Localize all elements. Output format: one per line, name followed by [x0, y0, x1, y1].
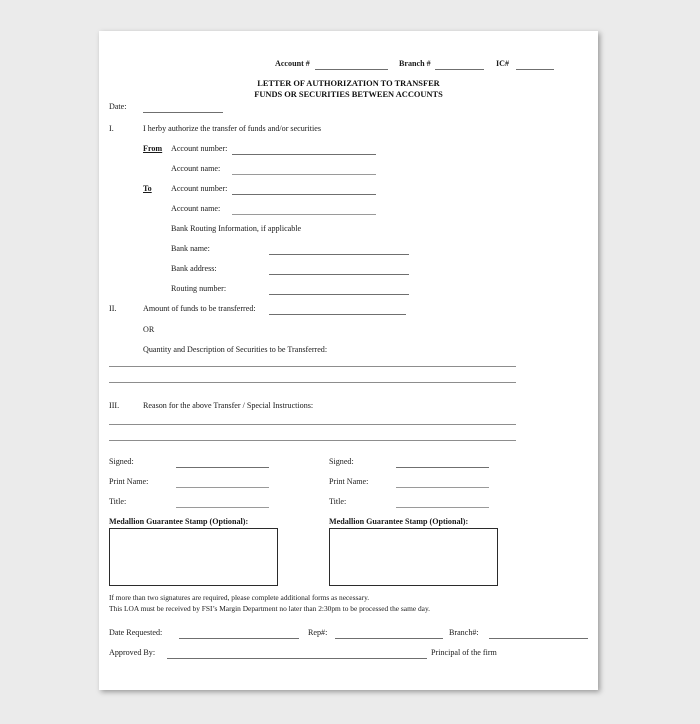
section-three-numeral: III. [109, 401, 120, 410]
branch-number-blank[interactable] [435, 69, 484, 70]
securities-description-blank-2[interactable] [109, 382, 516, 383]
to-label: To [143, 184, 152, 193]
title-label-left: Title: [109, 497, 127, 506]
date-label: Date: [109, 102, 127, 111]
page-title [99, 78, 598, 101]
print-name-label-left: Print Name: [109, 477, 149, 486]
title-blank-left[interactable] [176, 507, 269, 508]
page-title-line-1: LETTER OF AUTHORIZATION TO TRANSFER [257, 79, 440, 88]
reason-blank-1[interactable] [109, 424, 516, 425]
quantity-description-label: Quantity and Description of Securities to be Transferred: [143, 345, 328, 354]
document-page [99, 31, 598, 690]
section-two-numeral: II. [109, 304, 117, 313]
from-account-name-blank[interactable] [232, 174, 376, 175]
signed-blank-right[interactable] [396, 467, 489, 468]
medallion-stamp-label-left: Medallion Guarantee Stamp (Optional): [109, 517, 249, 526]
bank-address-label: Bank address: [171, 264, 217, 273]
title-label-right: Title: [329, 497, 347, 506]
section-one-statement: I herby authorize the transfer of funds and/or securities [143, 124, 321, 133]
approved-by-label: Approved By: [109, 648, 156, 657]
signed-blank-left[interactable] [176, 467, 269, 468]
date-requested-blank[interactable] [179, 638, 299, 639]
to-account-name-blank[interactable] [232, 214, 376, 215]
medallion-stamp-box-left[interactable] [109, 528, 278, 586]
from-account-name-label: Account name: [171, 164, 221, 173]
rep-number-label: Rep#: [308, 628, 328, 637]
amount-of-funds-label: Amount of funds to be transferred: [143, 304, 256, 313]
footer-note-line-2: This LOA must be received by FSI’s Margin Department no later than 2:30pm to be processed the same day. [109, 604, 431, 613]
footer-note-line-1: If more than two signatures are required, please complete additional forms as necessary. [109, 593, 370, 602]
section-one-numeral: I. [109, 124, 114, 133]
from-account-number-blank[interactable] [232, 154, 376, 155]
print-name-blank-left[interactable] [176, 487, 269, 488]
to-account-name-label: Account name: [171, 204, 221, 213]
page-title-line-2: FUNDS OR SECURITIES BETWEEN ACCOUNTS [254, 90, 443, 100]
routing-number-blank[interactable] [269, 294, 409, 295]
rep-number-blank[interactable] [335, 638, 443, 639]
title-blank-right[interactable] [396, 507, 489, 508]
reason-blank-2[interactable] [109, 440, 516, 441]
to-account-number-blank[interactable] [232, 194, 376, 195]
date-blank[interactable] [143, 112, 223, 113]
medallion-stamp-label-right: Medallion Guarantee Stamp (Optional): [329, 517, 469, 526]
principal-of-the-firm-label: Principal of the firm [431, 648, 497, 657]
signed-label-right: Signed: [329, 457, 354, 466]
branch-number-approval-label: Branch#: [449, 628, 479, 637]
from-label: From [143, 144, 163, 153]
account-number-label: Account # [275, 59, 310, 68]
branch-number-label: Branch # [399, 59, 431, 68]
branch-number-approval-blank[interactable] [489, 638, 588, 639]
amount-of-funds-blank[interactable] [269, 314, 406, 315]
routing-number-label: Routing number: [171, 284, 227, 293]
medallion-stamp-box-right[interactable] [329, 528, 498, 586]
ic-number-blank[interactable] [516, 69, 554, 70]
signed-label-left: Signed: [109, 457, 134, 466]
print-name-blank-right[interactable] [396, 487, 489, 488]
ic-number-label: IC# [496, 59, 510, 68]
to-account-number-label: Account number: [171, 184, 228, 193]
reason-for-transfer-label: Reason for the above Transfer / Special Instructions: [143, 401, 314, 410]
approved-by-blank[interactable] [167, 658, 427, 659]
securities-description-blank-1[interactable] [109, 366, 516, 367]
from-account-number-label: Account number: [171, 144, 228, 153]
account-number-blank[interactable] [315, 69, 388, 70]
bank-name-blank[interactable] [269, 254, 409, 255]
date-requested-label: Date Requested: [109, 628, 163, 637]
print-name-label-right: Print Name: [329, 477, 369, 486]
bank-name-label: Bank name: [171, 244, 210, 253]
or-label: OR [143, 325, 155, 334]
bank-address-blank[interactable] [269, 274, 409, 275]
bank-routing-heading: Bank Routing Information, if applicable [171, 224, 302, 233]
